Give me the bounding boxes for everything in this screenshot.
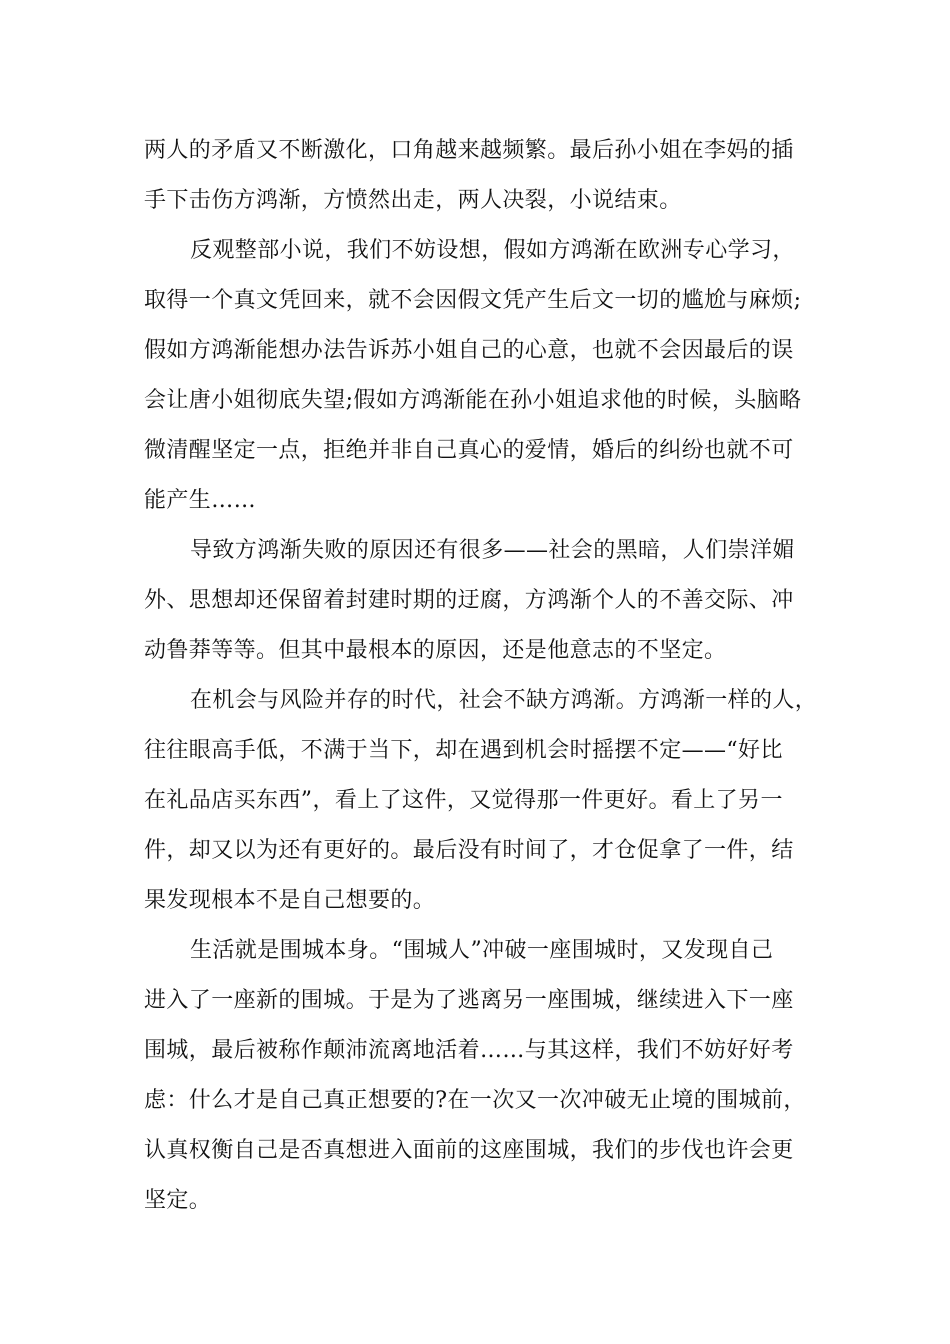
text-line: 往往眼高手低，不满于当下，却在遇到机会时摇摆不定——“好比	[144, 738, 783, 763]
paragraph-start-line: 导致方鸿渐失败的原因还有很多——社会的黑暗，人们崇洋媚	[190, 538, 795, 563]
text-line: 虑：什么才是自己真正想要的?在一次又一次冲破无止境的围城前，	[144, 1088, 806, 1113]
text-line: 动鲁莽等等。但其中最根本的原因，还是他意志的不坚定。	[144, 638, 727, 663]
text-line: 认真权衡自己是否真想进入面前的这座围城，我们的步伐也许会更	[144, 1138, 794, 1163]
text-line: 在礼品店买东西”，看上了这件，又觉得那一件更好。看上了另一	[144, 788, 783, 813]
text-line: 会让唐小姐彻底失望;假如方鸿渐能在孙小姐追求他的时候，头脑略	[144, 388, 802, 413]
paragraph-start-line: 在机会与风险并存的时代，社会不缺方鸿渐。方鸿渐一样的人，	[190, 688, 818, 713]
text-line: 两人的矛盾又不断激化，口角越来越频繁。最后孙小姐在李妈的插	[144, 138, 794, 163]
text-line: 微清醒坚定一点，拒绝并非自己真心的爱情，婚后的纠纷也就不可	[144, 438, 794, 463]
text-line: 进入了一座新的围城。于是为了逃离另一座围城，继续进入下一座	[144, 988, 794, 1013]
text-line: 假如方鸿渐能想办法告诉苏小姐自己的心意，也就不会因最后的误	[144, 338, 794, 363]
text-line: 取得一个真文凭回来，就不会因假文凭产生后文一切的尴尬与麻烦;	[144, 288, 802, 313]
text-line: 能产生……	[144, 488, 257, 513]
text-line: 手下击伤方鸿渐，方愤然出走，两人决裂，小说结束。	[144, 188, 682, 213]
text-line: 果发现根本不是自己想要的。	[144, 888, 436, 913]
paragraph-start-line: 生活就是围城本身。“围城人”冲破一座围城时，又发现自己	[190, 938, 774, 963]
text-line: 外、思想却还保留着封建时期的迂腐，方鸿渐个人的不善交际、冲	[144, 588, 794, 613]
text-line: 坚定。	[144, 1188, 212, 1213]
text-line: 件，却又以为还有更好的。最后没有时间了，才仓促拿了一件，结	[144, 838, 794, 863]
document-page	[144, 126, 834, 1226]
text-line: 围城，最后被称作颠沛流离地活着……与其这样，我们不妨好好考	[144, 1038, 794, 1063]
paragraph-start-line: 反观整部小说，我们不妨设想，假如方鸿渐在欧洲专心学习，	[190, 238, 795, 263]
